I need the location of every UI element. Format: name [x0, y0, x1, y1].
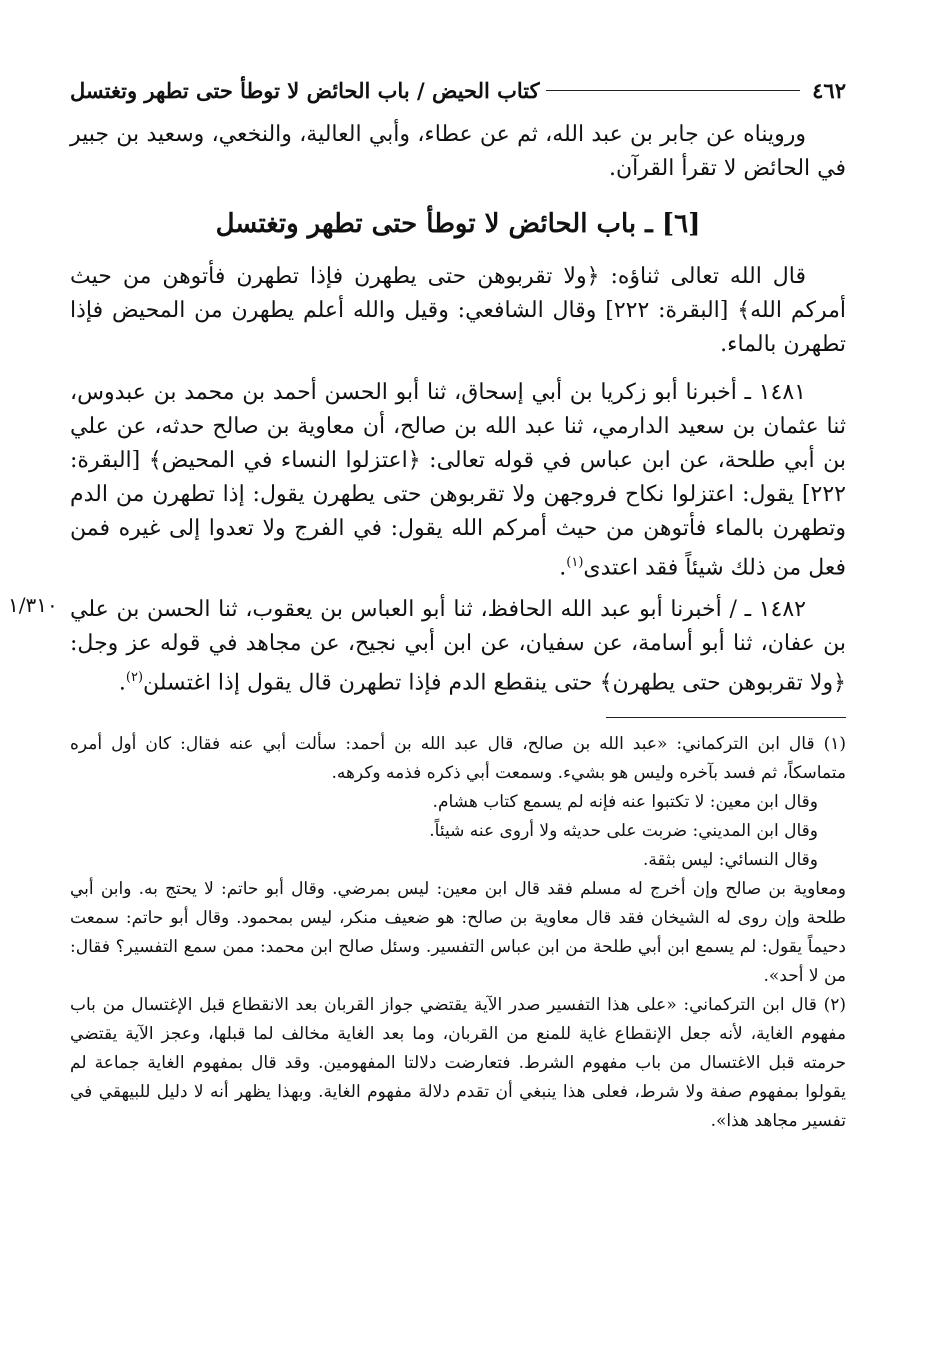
footnote-2: [70, 991, 846, 1136]
footnote-line: (١) قال ابن التركماني: «عبد الله بن صالح، قال عبد الله بن أحمد: سألت أبي عنه فقال: كان أول أمره متماسكاً، ثم فسد بآخره وليس هو بشيء. وسمعت أبي ذكره فذمه وكرهه.: [70, 733, 846, 783]
hadith-text: ١٤٨٢ ـ / أخبرنا أبو عبد الله الحافظ، ثنا أبو العباس بن يعقوب، ثنا الحسن بن علي بن عفان، ثنا أبو أسامة، عن سفيان، عن ابن أبي نجيح، عن مجاهد في قوله عز وجل: ﴿ولا تقربوهن حتى يطهرن﴾ حتى ينقطع الدم فإذا تطهرن قال يقول إذا اغتسلن: [70, 597, 846, 696]
margin-reference: ١/٣١٠: [8, 593, 58, 618]
footnote-line: (٢) قال ابن التركماني: «على هذا التفسير صدر الآية يقتضي جواز القربان بعد الانقطاع قبل الإغتسال من باب مفهوم الغاية، لأنه جعل الإنقطاع غاية للمنع من القربان، وما بعد الغاية مخالف لما قبلها، وعجز الآية يقتضي حرمته قبل الاغتسال من باب مفهوم الشرط. فتعارضت دلالتا المفهومين. وقد قال بمفهوم الغاية جماعة لم يقولوا بمفهوم صفة ولا شرط، فعلى هذا ينبغي أن تقدم دلالة مفهوم الغاية. وبهذا يظهر أنه لا دليل للبيهقي في تفسير مجاهد هذا».: [70, 994, 846, 1131]
running-header: [70, 70, 846, 110]
footnote-line: وقال النسائي: ليس بثقة.: [642, 849, 818, 870]
footnote-line: ومعاوية بن صالح وإن أخرج له مسلم فقد قال ابن معين: ليس بمرضي. وقال أبو حاتم: لا يحتج به. وابن أبي طلحة وإن روى له الشيخان فقد قال معاوية بن صالح: هو ضعيف منكر، ليس بمحمود. وقال أبو حاتم: سمعت دحيماً يقول: لم يسمع ابن أبي طلحة من ابن عباس التفسير. وسئل صالح ابن محمد: ممن سمع التفسير؟ فقال: من لا أحد».: [70, 878, 846, 986]
footnote-line: وقال ابن معين: لا تكتبوا عنه فإنه لم يسمع كتاب هشام.: [432, 791, 818, 812]
hadith-1482: ١/٣١٠ ١٤٨٢ ـ / أخبرنا أبو عبد الله الحافظ، ثنا أبو العباس بن يعقوب، ثنا الحسن بن علي بن عفان، ثنا أبو أسامة، عن سفيان، عن ابن أبي نجيح، عن مجاهد في قوله عز وجل: ﴿ولا تقربوهن حتى يطهرن﴾ حتى ينقطع الدم فإذا تطهرن قال يقول إذا اغتسلن$^{(٢)}$.: [8, 593, 846, 696]
footnote-ref[interactable]: (١): [566, 555, 584, 570]
footnote-1: [70, 730, 846, 991]
footnote-line: وقال ابن المديني: ضربت على حديثه ولا أروى عنه شيئاً.: [429, 820, 818, 841]
running-title: كتاب الحيض / باب الحائض لا توطأ حتى تطهر وتغتسل: [70, 77, 540, 103]
hadith-1481: ١٤٨١ ـ أخبرنا أبو زكريا بن أبي إسحاق، ثنا أبو الحسن أحمد بن محمد بن عبدوس، ثنا عثمان بن سعيد الدارمي، ثنا عبد الله بن صالح، أن معاوية بن صالح حدثه، عن علي بن أبي طلحة، عن ابن عباس في قوله تعالى: ﴿اعتزلوا النساء في المحيض﴾ [البقرة: ٢٢٢] يقول: اعتزلوا نكاح فروجهن ولا تقربوهن حتى يطهرن يقول: إذا تطهرن من الدم وتطهرن بالماء فأتوهن من حيث أمركم الله يقول: في الفرج ولا تعدوا إلى غيره فمن فعل من ذلك شيئاً فقد اعتدى$^{(١)}$.: [70, 380, 847, 581]
chapter-heading: [٦] ـ باب الحائض لا توطأ حتى تطهر وتغتسل: [215, 209, 701, 239]
book-page: [8, 70, 847, 1136]
footnote-separator: [606, 717, 846, 718]
quran-paragraph: قال الله تعالى ثناؤه: ﴿ولا تقربوهن حتى يطهرن فإذا تطهرن فأتوهن من حيث أمركم الله﴾ [البقرة: ٢٢٢] وقال الشافعي: وقيل والله أعلم يطهرن من المحيض فإذا تطهرن بالماء.: [70, 264, 846, 357]
footnote-ref[interactable]: (٢): [125, 670, 144, 686]
intro-paragraph: ورويناه عن جابر بن عبد الله، ثم عن عطاء، وأبي العالية، والنخعي، وسعيد بن جبير في الحائض لا تقرأ القرآن.: [70, 122, 846, 181]
hadith-text: ١٤٨١ ـ أخبرنا أبو زكريا بن أبي إسحاق، ثنا أبو الحسن أحمد بن محمد بن عبدوس، ثنا عثمان بن سعيد الدارمي، ثنا عبد الله بن صالح، أن معاوية بن صالح حدثه، عن علي بن أبي طلحة، عن ابن عباس في قوله تعالى: ﴿اعتزلوا النساء في المحيض﴾ [البقرة: ٢٢٢] يقول: اعتزلوا نكاح فروجهن ولا تقربوهن حتى يطهرن يقول: إذا تطهرن من الدم وتطهرن بالماء فأتوهن من حيث أمركم الله يقول: في الفرج ولا تعدوا إلى غيره فمن فعل من ذلك شيئاً فقد اعتدى: [70, 380, 847, 581]
header-rule: [546, 90, 801, 91]
page-number: ٤٦٢: [812, 77, 846, 103]
